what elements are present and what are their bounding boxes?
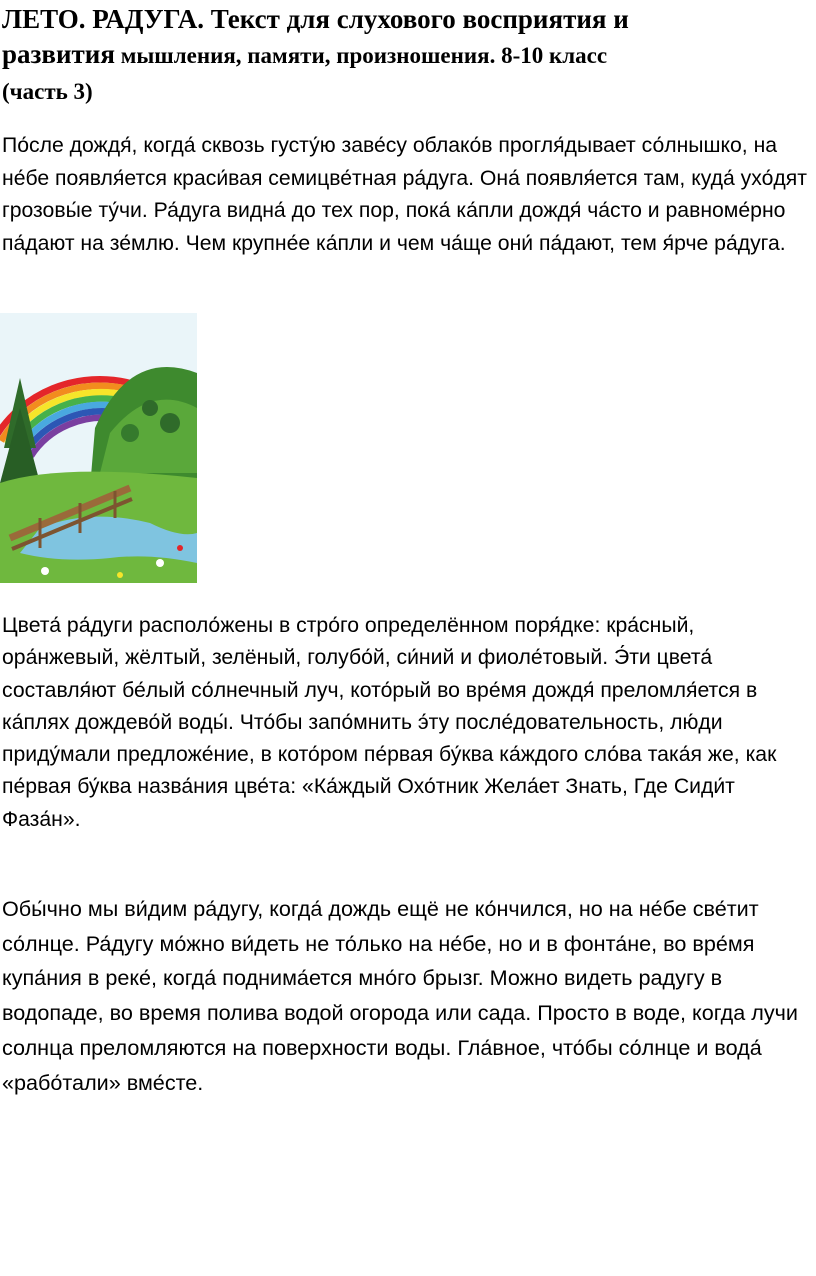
- title-line-3: (часть 3): [2, 79, 93, 104]
- rainbow-landscape-illustration: [0, 313, 197, 583]
- paragraph-3: Обы́чно мы ви́дим ра́дугу, когда́ дождь ещё не ко́нчился, но на не́бе све́тит со́лнце. Ра́дугу мо́жно ви́деть не то́лько на не́бе, но и в фонта́не, во вре́мя купа́ния в реке́, когда́ поднима́ется мно́го брызг. Можно видеть радугу в водопаде, во время полива водой огорода или сада. Просто в воде, когда лучи солнца преломляются на поверхности воды. Гла́вное, что́бы со́лнце и вода́ «рабо́тали» вме́сте.: [2, 896, 798, 1095]
- paragraph-1: По́сле дождя́, когда́ сквозь густу́ю заве́су облако́в прогля́дывает со́лнышко, на не́бе появля́ется краси́вая семицве́тная ра́дуга. Она́ появля́ется там, куда́ ухо́дят грозовы́е ту́чи. Ра́дуга видна́ до тех пор, пока́ ка́пли дождя́ ча́сто и равноме́рно па́дают на зе́млю. Чем крупне́е ка́пли и чем ча́ще они́ па́дают, тем я́рче ра́дуга.: [2, 134, 807, 255]
- title-line-2a: развития: [2, 39, 115, 69]
- page-title: [2, 2, 802, 109]
- title-line-2b: мышления, памяти, произношения. 8-10 класс: [114, 43, 608, 68]
- paragraph-2: Цвета́ ра́дуги располо́жены в стро́го определённом поря́дке: кра́сный, ора́нжевый, жёлтый, зелёный, голубо́й, си́ний и фиоле́товый. Э́ти цвета́ составля́ют бе́лый со́лнечный луч, кото́рый во вре́мя дождя́ преломля́ется в ка́плях дождево́й воды́. Что́бы запо́мнить э́ту после́довательность, лю́ди приду́мали предложе́ние, в кото́ром пе́рвая бу́ква ка́ждого сло́ва така́я же, как пе́рвая бу́ква назва́ния цве́та: «Ка́ждый Охо́тник Жела́ет Знать, Где Сиди́т Фаза́н».: [2, 614, 777, 831]
- title-line-1: ЛЕТО. РАДУГА. Текст для слухового восприятия и: [2, 4, 629, 34]
